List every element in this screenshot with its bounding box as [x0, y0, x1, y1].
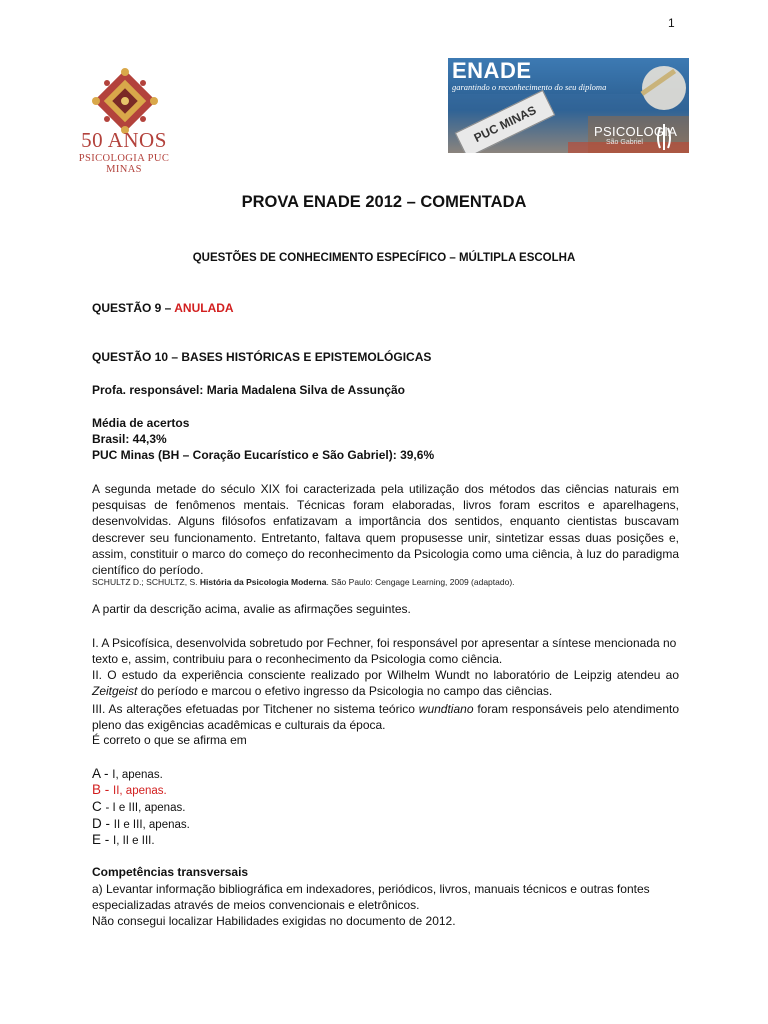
section-subtitle: QUESTÕES DE CONHECIMENTO ESPECÍFICO – MÚLTIPLA ESCOLHA [192, 252, 576, 264]
logo-anos-text: 50 ANOS [81, 128, 167, 152]
option-b-text: II, apenas. [113, 785, 167, 797]
competencias-text: a) Levantar informação bibliográfica em indexadores, periódicos, livros, manuais técnicos e outras fontes especializadas através de meios convencionais e eletrônicos. [92, 882, 650, 913]
option-d [92, 816, 190, 831]
option-c-text: - I e III, apenas. [105, 802, 186, 814]
enade-banner [448, 58, 689, 153]
ornament-emblem-icon [90, 66, 160, 136]
banner-campus-label: São Gabriel [606, 139, 643, 146]
option-d-letter: D - [92, 816, 114, 831]
citation-publisher: . São Paulo: Cengage Learning, 2009 (adaptado). [326, 577, 515, 587]
statement-2-part-a: II. O estudo da experiência consciente realizado por Wilhelm Wundt no laboratório de Leipzig atendeu ao [92, 668, 679, 682]
option-e-text: I, II e III. [113, 835, 155, 847]
option-a-letter: A - [92, 766, 113, 781]
option-a [92, 766, 163, 781]
statement-3-part-b: foram responsáveis pelo atendimento pleno das exigências acadêmicas e culturais da época. [92, 702, 679, 733]
banner-tagline: garantindo o reconhecimento do seu diploma [452, 82, 607, 92]
media-brasil: Brasil: 44,3% [92, 432, 167, 446]
media-puc: PUC Minas (BH – Coração Eucarístico e São Gabriel): 39,6% [92, 448, 435, 462]
option-b-letter: B - [92, 782, 114, 797]
option-e [92, 832, 155, 847]
citation-title: História da Psicologia Moderna [199, 577, 327, 587]
question-stem: É correto o que se afirma em [92, 733, 247, 747]
statement-3 [92, 701, 679, 733]
option-b-correct [92, 782, 167, 797]
statement-2 [92, 667, 679, 699]
statement-2-italic: Zeitgeist [92, 684, 138, 699]
question-context-paragraph: A segunda metade do século XIX foi caracterizada pela utilização dos métodos das ciências naturais em pesquisas de fenômenos mentais. Técnicas foram elaboradas, livros foram escritos e aparelhagens, desenvolvidas. Alguns filósofos enfatizavam a importância dos sentidos, enquanto cientistas buscavam descrever seu funcionamento. Entretanto, faltava quem propusesse unir, sintetizar essas duas posições e, assim, constituir o marco do começo do reconhecimento da Psicologia como uma ciência, à luz do paradigma científico do período. [92, 482, 679, 578]
question-9-heading [92, 301, 234, 315]
banner-psicologia-label: PSICOLOGIA [594, 124, 678, 139]
media-label: Média de acertos [92, 416, 190, 430]
citation [92, 577, 515, 587]
statement-3-part-a: III. As alterações efetuadas por Titchener no sistema teórico [92, 702, 419, 716]
professor-line: Profa. responsável: Maria Madalena Silva de Assunção [92, 383, 406, 397]
option-e-letter: E - [92, 832, 114, 847]
banner-puc-minas-plate: PUC MINAS [455, 90, 555, 153]
question-10-heading: QUESTÃO 10 – BASES HISTÓRICAS E EPISTEMOLÓGICAS [92, 350, 432, 364]
citation-authors: SCHULTZ D.; SCHULTZ, S. [92, 577, 200, 587]
option-c [92, 799, 185, 814]
option-a-text: I, apenas. [112, 769, 163, 781]
option-c-letter: C [92, 799, 106, 814]
document-title: PROVA ENADE 2012 – COMENTADA [241, 193, 527, 211]
banner-enade-title: ENADE [452, 58, 532, 83]
statement-1: I. A Psicofísica, desenvolvida sobretudo por Fechner, foi responsável por apresentar a síntese mencionada no texto e, assim, contribuiu para o reconhecimento da Psicologia como ciência. [92, 636, 677, 667]
option-d-text: II e III, apenas. [113, 819, 190, 831]
statement-2-part-b: do período e marcou o efetivo ingresso da Psicologia no campo das ciências. [137, 684, 553, 699]
competencias-heading: Competências transversais [92, 865, 249, 879]
logo-subtitle: PSICOLOGIA PUC MINAS [78, 153, 170, 175]
psicologia-puc-minas-logo [64, 66, 184, 175]
question-9-label: QUESTÃO 9 – [92, 301, 175, 315]
question-9-status: ANULADA [174, 301, 234, 315]
page-number: 1 [668, 16, 675, 30]
statement-3-italic: wundtiano [418, 702, 474, 716]
question-prompt: A partir da descrição acima, avalie as afirmações seguintes. [92, 602, 411, 616]
habilidades-note: Não consegui localizar Habilidades exigidas no documento de 2012. [92, 914, 456, 928]
